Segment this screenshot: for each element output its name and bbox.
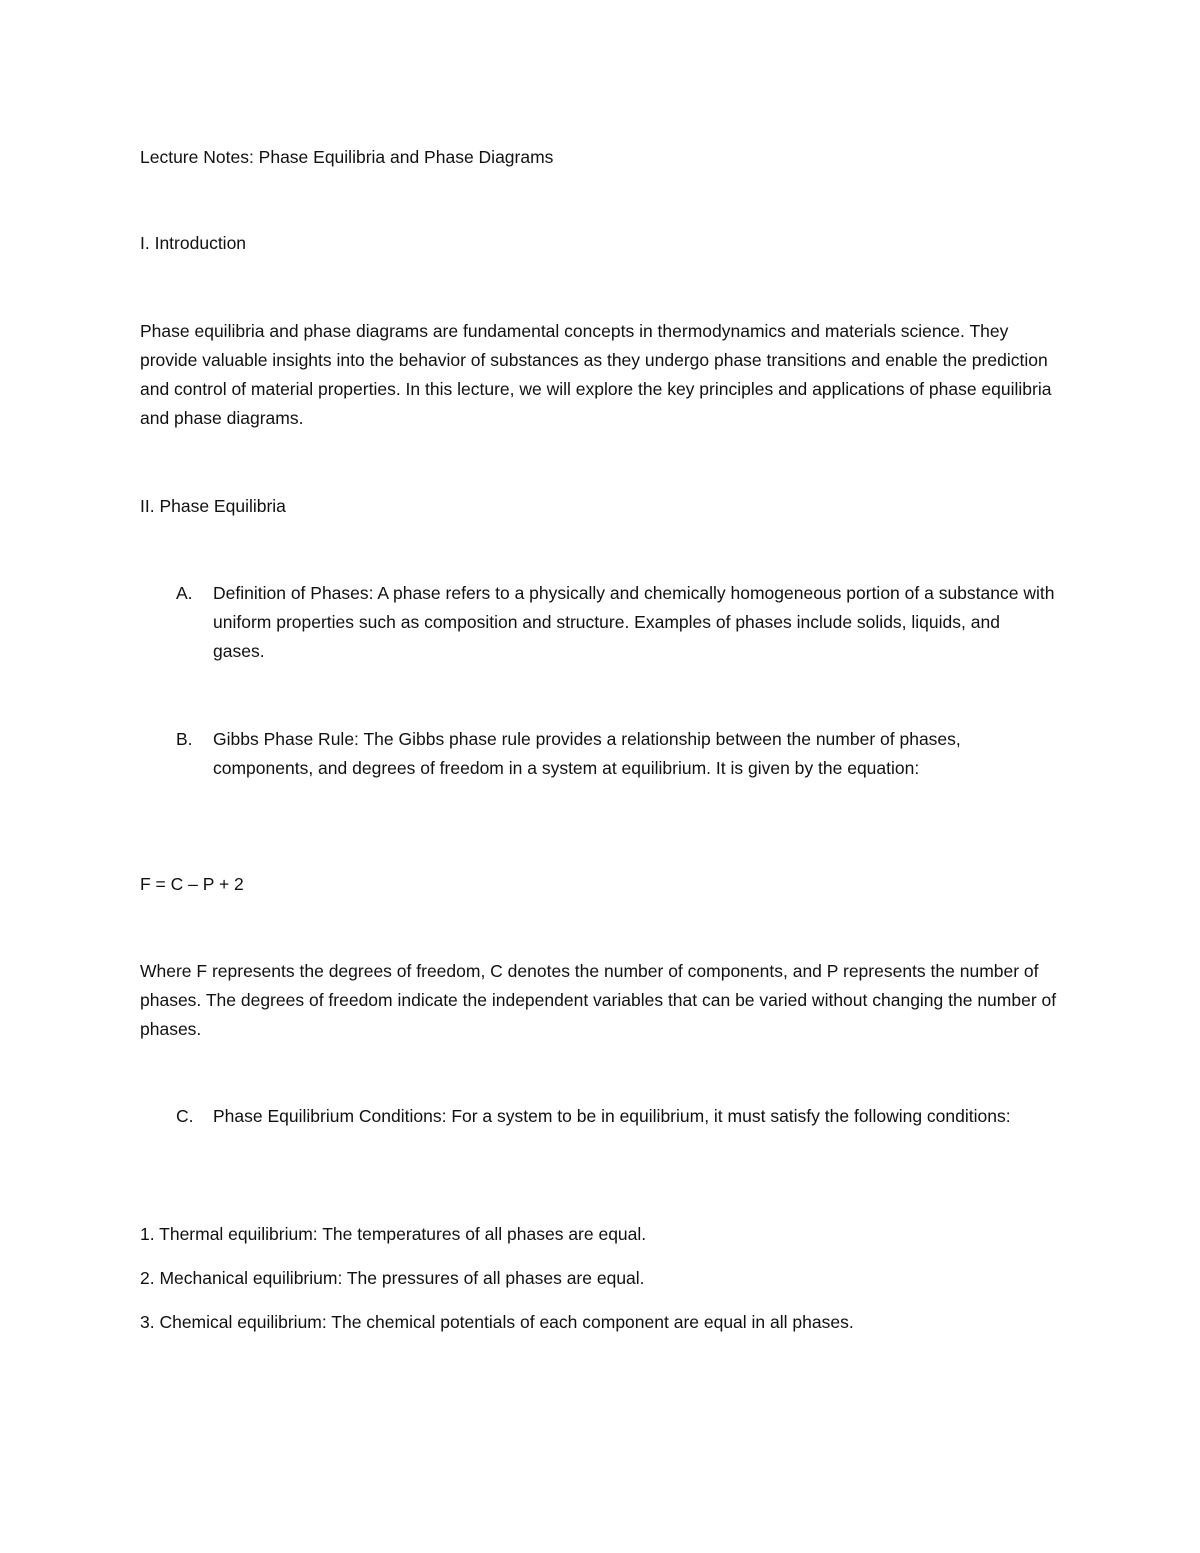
list-marker: A. bbox=[176, 583, 193, 603]
condition-thermal: 1. Thermal equilibrium: The temperatures of all phases are equal. bbox=[140, 1224, 647, 1244]
equation-explanation: Where F represents the degrees of freedom, C denotes the number of components, and P represents the number of phases. The degrees of freedom indicate the independent variables that can be varied without changing the number of phases. bbox=[140, 961, 1057, 1039]
list-item-text: Gibbs Phase Rule: The Gibbs phase rule provides a relationship between the number of phases, components, and degrees of freedom in a system at equilibrium. It is given by the equation: bbox=[213, 729, 961, 778]
condition-mechanical: 2. Mechanical equilibrium: The pressures of all phases are equal. bbox=[140, 1268, 645, 1288]
list-marker: B. bbox=[176, 729, 193, 749]
section-heading-introduction: I. Introduction bbox=[140, 233, 247, 253]
condition-chemical: 3. Chemical equilibrium: The chemical potentials of each component are equal in all phases. bbox=[140, 1312, 854, 1332]
gibbs-equation: F = C – P + 2 bbox=[140, 874, 244, 894]
list-item-equilibrium-conditions bbox=[176, 1102, 1056, 1131]
list-item-text: Phase Equilibrium Conditions: For a system to be in equilibrium, it must satisfy the following conditions: bbox=[213, 1106, 1011, 1126]
list-marker: C. bbox=[176, 1106, 194, 1126]
list-item-definition-of-phases bbox=[176, 579, 1056, 666]
introduction-paragraph: Phase equilibria and phase diagrams are fundamental concepts in thermodynamics and materials science. They provide valuable insights into the behavior of substances as they undergo phase transitions and enable the prediction and control of material properties. In this lecture, we will explore the key principles and applications of phase equilibria and phase diagrams. bbox=[140, 321, 1052, 428]
section-heading-phase-equilibria: II. Phase Equilibria bbox=[140, 496, 286, 516]
document-title: Lecture Notes: Phase Equilibria and Phase Diagrams bbox=[140, 147, 554, 167]
list-item-text: Definition of Phases: A phase refers to a physically and chemically homogeneous portion of a substance with uniform properties such as composition and structure. Examples of phases include solids, liquids, and gases. bbox=[213, 583, 1055, 661]
list-item-gibbs-phase-rule bbox=[176, 725, 1056, 783]
